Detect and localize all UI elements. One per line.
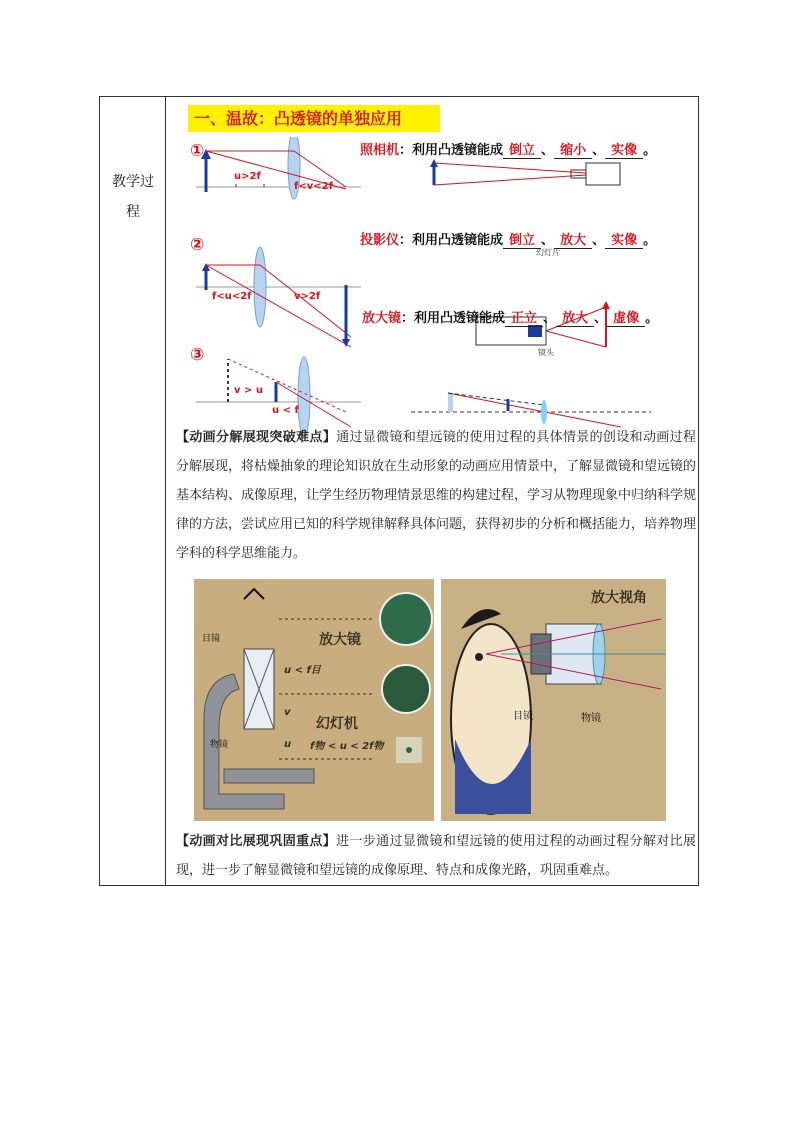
microscope-drawing xyxy=(194,579,434,821)
diagram1-v-label: f<v<2f xyxy=(294,181,333,192)
telescope-objective-label: 物镜 xyxy=(581,713,601,724)
diagram2-number: ② xyxy=(190,235,205,255)
camera-line: 照相机：利用凸透镜能成 倒立 、 缩小 、 实像 。 xyxy=(360,139,656,159)
magnifier-line: 放大镜：利用凸透镜能成 正立 、 放大 、 虚像 。 xyxy=(362,307,658,327)
microscope-u-lt-f-label: u < f目 xyxy=(284,665,321,676)
projector-line: 投影仪：利用凸透镜能成 倒立 、 放大 、 实像 。 xyxy=(360,229,656,249)
telescope-illustration xyxy=(441,579,666,821)
right-column xyxy=(166,97,698,885)
telescope-title: 放大视角 xyxy=(591,590,647,606)
review-banner: 一、温故：凸透镜的单独应用 xyxy=(188,105,440,132)
microscope-eyepiece-label: 目镜 xyxy=(202,634,221,644)
telescope-eyepiece-label: 目镜 xyxy=(513,711,533,722)
microscope-u-label: u xyxy=(284,739,292,750)
diagram1-u-label: u>2f xyxy=(234,171,261,182)
microscope-objective-label: 物镜 xyxy=(210,740,229,750)
projector-lens-label: 镜头 xyxy=(538,348,554,357)
lens-diagrams xyxy=(176,137,696,437)
diagram2-u-label: f<u<2f xyxy=(212,291,252,302)
diagram1-number: ① xyxy=(190,141,205,161)
diagram2-v-label: v>2f xyxy=(294,291,321,302)
microscope-f-range-label: f物 < u < 2f物 xyxy=(310,741,384,752)
microscope-v-label: v xyxy=(284,707,291,718)
microscope-magnifier-label: 放大镜 xyxy=(319,632,361,648)
diagram3-u-label: u < f xyxy=(272,405,299,416)
diagram3-v-label: v > u xyxy=(234,385,263,396)
telescope-drawing xyxy=(441,579,666,821)
section-label: 教学过程 xyxy=(112,174,154,220)
slide-label: 幻灯片 xyxy=(536,248,560,257)
microscope-projector-label: 幻灯机 xyxy=(316,716,358,732)
left-column xyxy=(100,97,166,885)
lesson-table xyxy=(99,96,699,886)
microscope-illustration xyxy=(194,579,434,821)
paragraph-animation-contrast: 【动画对比展现巩固重点】进一步通过显微镜和望远镜的使用过程的动画过程分解对比展现，进一步了解显微镜和望远镜的成像原理、特点和成像光路，巩固重难点。 xyxy=(176,834,696,878)
diagram3-number: ③ xyxy=(190,345,205,365)
paragraph-animation-breakdown: 【动画分解展现突破难点】通过显微镜和望远镜的使用过程的具体情景的创设和动画过程分解展现，将枯燥抽象的理论知识放在生动形象的动画应用情景中，了解显微镜和望远镜的基本结构、成像原理，让学生经历物理情景思维的构建过程，学习从物理现象中归纳科学规律的方法，尝试应用已知的科学规律解释具体问题，获得初步的分析和概括能力，培养物理学科的科学思维能力。 xyxy=(176,430,697,561)
